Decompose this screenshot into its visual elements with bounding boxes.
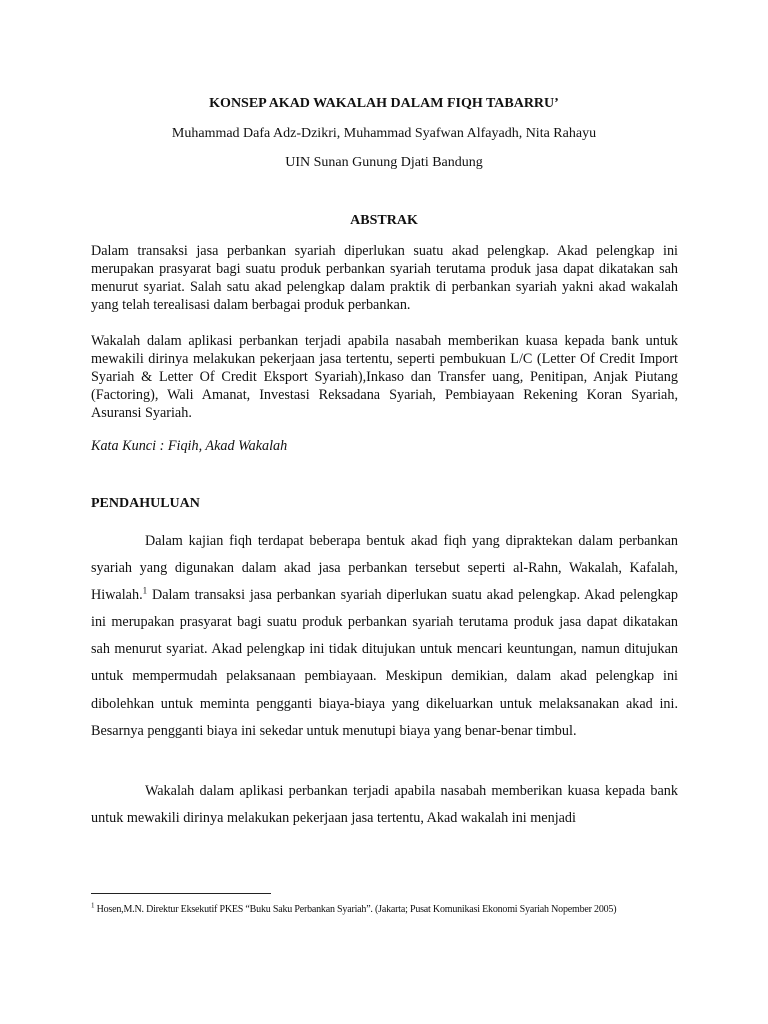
paper-title: KONSEP AKAD WAKALAH DALAM FIQH TABARRU’ [209, 96, 559, 111]
footnote-reference[interactable]: 1 [142, 585, 148, 596]
body-paragraph: Wakalah dalam aplikasi perbankan terjadi apabila nasabah memberikan kuasa kepada bank untuk mewakili dirinya melakukan pekerjaan jasa tertentu, Akad wakalah ini menjadi [91, 783, 678, 827]
body-paragraph [91, 528, 678, 745]
footnote-text: Hosen,M.N. Direktur Eksekutif PKES “Buku Saku Perbankan Syariah”. (Jakarta; Pusat Komunikasi Ekonomi Syariah Nopember 2005) [94, 904, 617, 915]
abstract-heading: ABSTRAK [350, 213, 418, 228]
abstract-paragraph: Dalam transaksi jasa perbankan syariah diperlukan suatu akad pelengkap. Akad pelengkap ini merupakan prasyarat bagi suatu produk perbankan syariah terutama produk jasa dapat dikatakan sah menurut syariat. Salah satu akad pelengkap dalam praktik di perbankan syariah yakni akad wakalah yang telah terealisasi dalam berbagai produk perbankan. [91, 243, 678, 313]
keywords: Kata Kunci : Fiqih, Akad Wakalah [91, 438, 288, 454]
section-heading-pendahuluan: PENDAHULUAN [91, 496, 200, 511]
paragraph-text: Dalam transaksi jasa perbankan syariah diperlukan suatu akad pelengkap. Akad pelengkap ini merupakan prasyarat bagi suatu produk perbankan syariah terutama produk jasa dapat dikatakan sah menurut syariat. Akad pelengkap ini tidak ditujukan untuk mencari keuntungan, namun ditujukan untuk mempermudah pelaksanaan pembiayaan. Meskipun demikian, dalam akad pelengkap ini dibolehkan untuk meminta pengganti biaya-biaya yang dikeluarkan untuk melaksanakan akad ini. Besarnya pengganti biaya ini sekedar untuk menutupi biaya yang benar-benar timbul. [91, 587, 678, 739]
paragraph-text: Dalam kajian fiqh terdapat beberapa bentuk akad fiqh yang dipraktekan dalam perbankan syariah yang digunakan dalam akad jasa perbankan tersebut seperti al-Rahn, Wakalah, Kafalah, Hiwalah. [91, 533, 678, 604]
footnote-divider [91, 893, 271, 894]
affiliation: UIN Sunan Gunung Djati Bandung [285, 155, 483, 170]
footnote-number: 1 [91, 901, 95, 910]
abstract-paragraph: Wakalah dalam aplikasi perbankan terjadi apabila nasabah memberikan kuasa kepada bank untuk mewakili dirinya melakukan pekerjaan jasa tertentu, seperti pembukuan L/C (Letter Of Credit Import Syariah & Letter Of Credit Eksport Syariah),Inkaso dan Transfer uang, Penitipan, Anjak Piutang (Factoring), Wali Amanat, Investasi Reksadana Syariah, Pembiayaan Rekening Koran Syariah, Asuransi Syariah. [91, 333, 678, 421]
footnote [91, 902, 681, 917]
author-list: Muhammad Dafa Adz-Dzikri, Muhammad Syafwan Alfayadh, Nita Rahayu [171, 126, 597, 141]
